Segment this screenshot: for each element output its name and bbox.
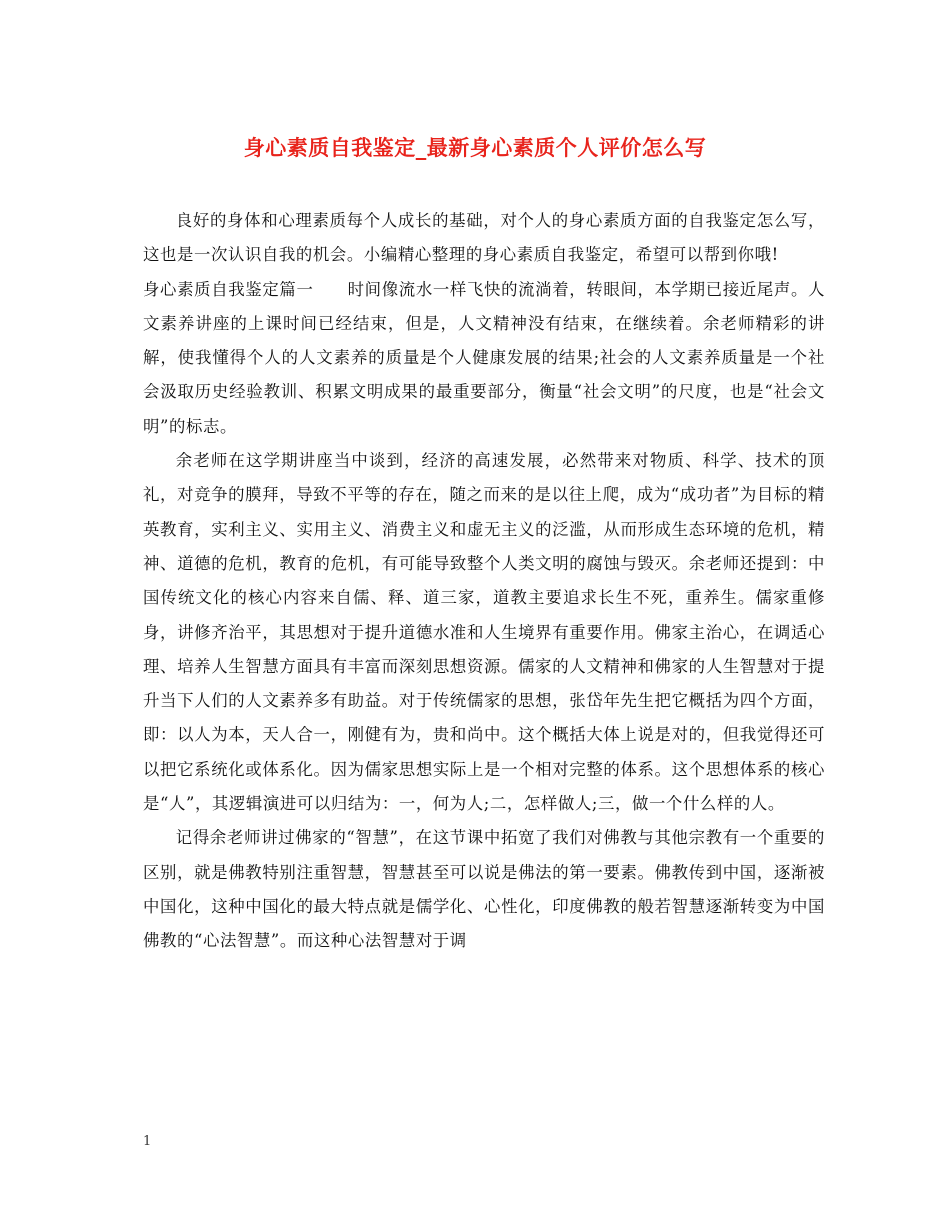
- paragraph-section-one: 身心素质自我鉴定篇一 时间像流水一样飞快的流淌着，转眼间，本学期已接近尾声。人文素养讲座的上课时间已经结束，但是，人文精神没有结束，在继续着。余老师精彩的讲解，使我懂得个人的人文素养的质量是个人健康发展的结果;社会的人文素养质量是一个社会汲取历史经验教训、积累文明成果的最重要部分，衡量“社会文明”的尺度，也是“社会文明”的标志。: [143, 279, 825, 436]
- document-body: [143, 204, 825, 959]
- page-number: 1: [143, 1134, 152, 1149]
- document-title: 身心素质自我鉴定_最新身心素质个人评价怎么写: [243, 135, 707, 160]
- paragraph-lecture-discussion: 余老师在这学期讲座当中谈到，经济的高速发展，必然带来对物质、科学、技术的顶礼，对竞争的膜拜，导致不平等的存在，随之而来的是以往上爬，成为“成功者”为目标的精英教育，实利主义、实用主义、消费主义和虚无主义的泛滥，从而形成生态环境的危机，精神、道德的危机，教育的危机，有可能导致整个人类文明的腐蚀与毁灭。余老师还提到：中国传统文化的核心内容来自儒、释、道三家，道教主要追求长生不死，重养生。儒家重修身，讲修齐治平，其思想对于提升道德水准和人生境界有重要作用。佛家主治心，在调适心理、培养人生智慧方面具有丰富而深刻思想资源。儒家的人文精神和佛家的人生智慧对于提升当下人们的人文素养多有助益。对于传统儒家的思想，张岱年先生把它概括为四个方面，即：以人为本，天人合一，刚健有为，贵和尚中。这个概括大体上说是对的，但我觉得还可以把它系统化或体系化。因为儒家思想实际上是一个相对完整的体系。这个思想体系的核心是“人”，其逻辑演进可以归结为：一，何为人;二，怎样做人;三，做一个什么样的人。: [143, 451, 825, 814]
- paragraph-buddhist-wisdom: 记得余老师讲过佛家的“智慧”，在这节课中拓宽了我们对佛教与其他宗教有一个重要的区别，就是佛教特别注重智慧，智慧甚至可以说是佛法的第一要素。佛教传到中国，逐渐被中国化，这种中国化的最大特点就是儒学化、心性化，印度佛教的般若智慧逐渐转变为中国佛教的“心法智慧”。而这种心法智慧对于调: [143, 828, 825, 951]
- paragraph-intro: 良好的身体和心理素质每个人成长的基础，对个人的身心素质方面的自我鉴定怎么写，这也是一次认识自我的机会。小编精心整理的身心素质自我鉴定，希望可以帮到你哦!: [143, 211, 825, 265]
